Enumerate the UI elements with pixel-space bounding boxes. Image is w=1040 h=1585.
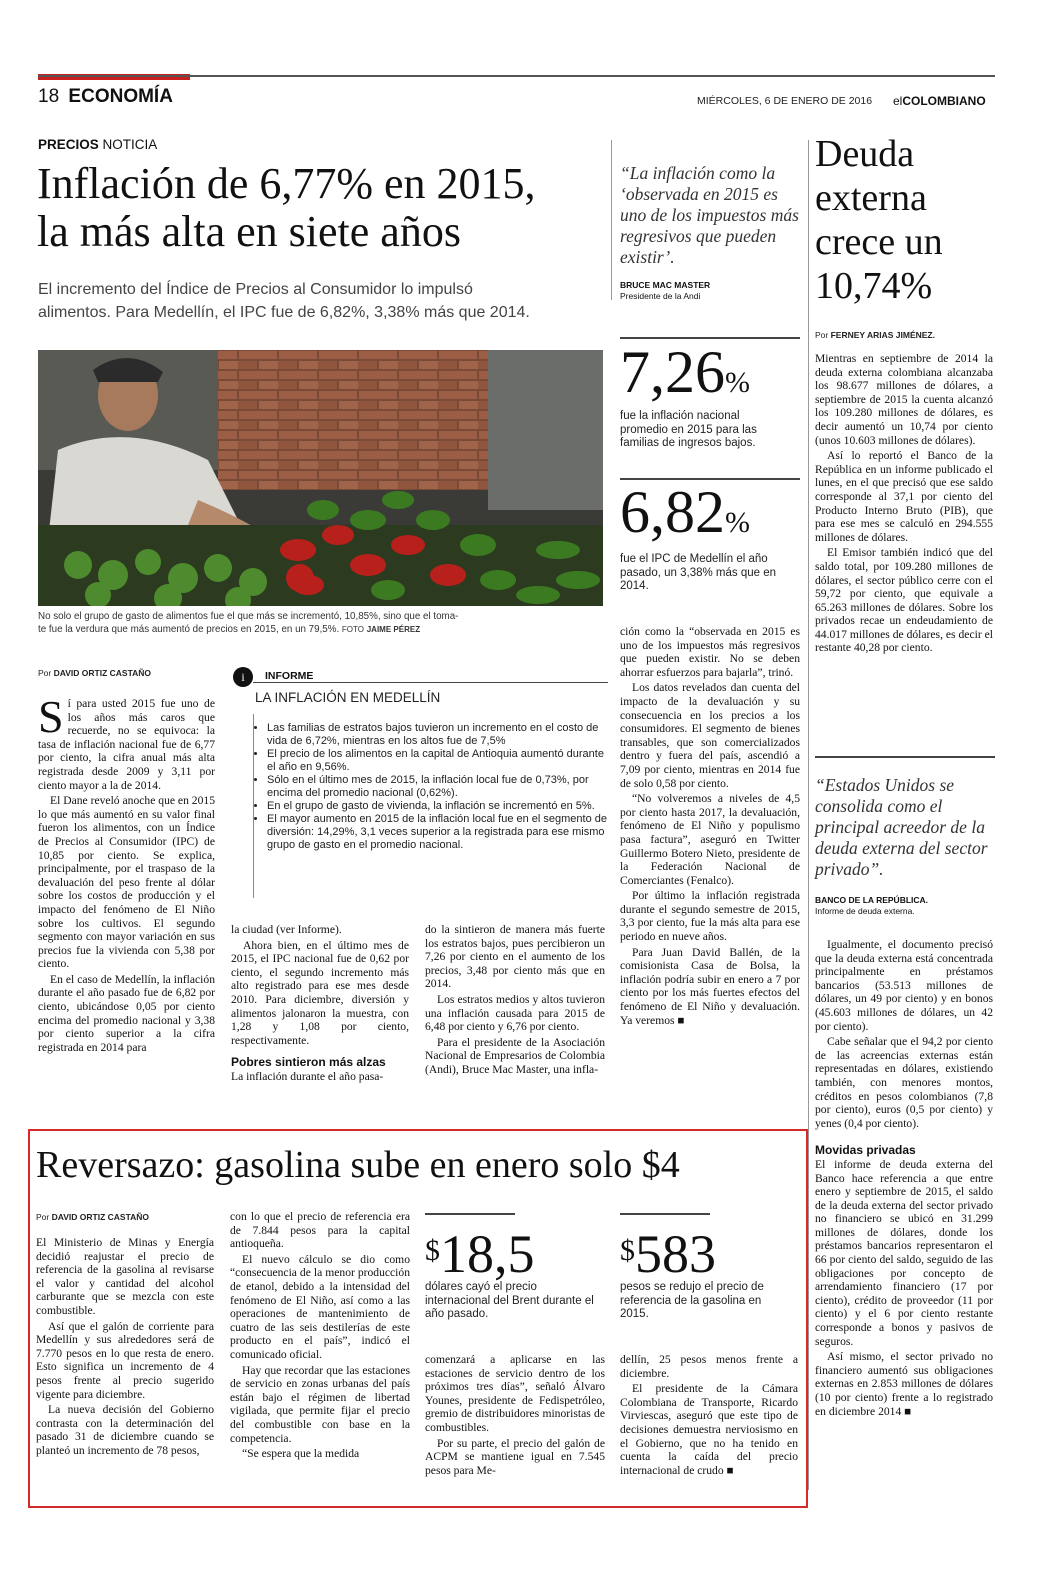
deuda-headline: Deuda externa crece un 10,74% [815,133,943,307]
deuda-column-rule [808,140,809,1490]
informe-item: • El mayor aumento en 2015 de la inflación local fue en el segmento de diversión: 14,29%, 3,1 veces superior a la registrada para ese mismo grupo de gasto en el promedio nacional. [267,813,612,852]
page-number: 18 [38,86,60,107]
subhead-pobres: Pobres sintieron más alzas [231,1055,386,1070]
end-mark: ■ [677,1013,685,1027]
header-rule [38,75,995,77]
issue-date: MIÉRCOLES, 6 DE ENERO DE 2016 [697,95,873,107]
main-col-2: la ciudad (ver Informe). Ahora bien, en el último mes de 2015, el IPC nacional fue de 0,62 por ciento, el segundo incremento más alto registrado para ese mes desde 2010. Para diciembre, diversión y alimentos jalonaron la muestra, con 1,28 y 1,08 por ciento, respectivamente. Pobres sintieron más alzas La inflación durante el año pasa- [231,923,409,1083]
info-icon: i [233,667,253,687]
end-mark: ■ [726,1463,734,1477]
stat-682-text: fue el IPC de Medellín el año pasado, un 3,38% más que en 2014. [620,553,777,592]
informe-label: INFORME [265,670,314,682]
gasolina-col-4: dellín, 25 pesos menos frente a diciembre. El presidente de la Cámara Colombiana de Transporte, Ricardo Virviescas, aseguró que este tipo de decisiones demuestra nerviosismo en el Gobierno, que no ha tenido en cuenta la caída del precio internacional de crudo ■ [620,1353,798,1477]
deuda-col-bottom: Igualmente, el documento precisó que la deuda externa está concentrada principalmente en préstamos bancarios (53.513 millones de dólares, un 49 por ciento) y en bonos (45.603 millones de dólares, un 42 por ciento). Cabe señalar que el 94,2 por ciento de las acreencias externas están representadas en dólares, existiendo también, con menores montos, créditos en pesos colombianos (7,8 por ciento), euros (0,5 por ciento) y yenes (0,4 por ciento). Movidas privadas El informe de deuda externa del Banco hace referencia a que entre enero y septiembre de 2015, el saldo de la deuda externa del sector privado no financiero se ubicó en 31.299 millones de dólares, donde los préstamos bancarios representaron el 66 por ciento del saldo, seguido de las obligaciones por concepto de arrendamiento financiero (17 por ciento), crédito de proveedor (11 por ciento) y el 6 por ciento restante corresponde a bonos y pasivos de seguros. Así mismo, el sector privado no financiero aumentó sus obligaciones externas en 2.853 millones de dólares (10 por ciento) frente a lo registrado en diciembre 2014 ■ [815,938,993,1418]
informe-rule [253,682,608,683]
deuda-quote-author: BANCO DE LA REPÚBLICA. [815,895,929,905]
dropcap: S [38,691,64,742]
deuda-quote: “Estados Unidos se consolida como el principal acreedor de la deuda externa del sector privado”. [815,775,988,879]
informe-item: • En el grupo de gasto de vivienda, la inflación se incrementó en 5%. [267,800,612,813]
main-col-1: Sí para usted 2015 fue uno de los años más caros que recuerde, no se equivoca: la tasa de inflación nacional fue de 6,77 por ciento, la cifra anual más alta registrada desde 2009 y 3,11 por ciento mayor a la de 2014. El Dane reveló anoche que en 2015 lo que más aumentó en su valor final fueron los alimentos, con un Índice de Precios al Consumidor (IPC) de 10,85 por ciento. Se explica, principalmente, por el traspaso de la devaluación del peso frente al dólar sobre los costos de producción y el impacto del fenómeno de El Niño sobre los cultivos. El segundo segmento con mayor variación en sus precios fue la vivienda con 5,38 por ciento. En el caso de Medellín, la inflación durante el año pasado fue de 6,82 por ciento, ubicándose 0,05 por ciento encima del promedio nacional y 3,38 por ciento superior a la cifra registrada en 2014 para [38,691,215,1054]
lead-paragraph: Sí para usted 2015 fue uno de los años más caros que recuerde, no se equivoca: la tasa de inflación nacional fue de 6,77 por ciento, la cifra anual más alta registrada desde 2009 y 3,11 por ciento mayor a la de 2014. [38,691,215,792]
stat-rule-gasolina [620,1213,710,1215]
andi-quote: “La inflación como la ‘observada en 2015 es uno de los impuestos más regresivos que pueden existir’. [620,163,799,267]
main-col-3: do la sintieron de manera más fuerte los estratos bajos, pues percibieron un 7,26 por ciento en el aumento de los precios, 3,48 por ciento más que en 2014. Los estratos medios y altos tuvieron una inflación causada para 2015 de 6,48 por ciento y 6,76 por ciento. Para el presidente de la Asociación Nacional de Empresarios de Colombia (Andi), Bruce Mac Master, una infla- [425,923,605,1076]
stat-brent-text: dólares cayó el precio internacional del Brent durante el año pasado. [425,1281,594,1320]
gasolina-col-1: El Ministerio de Minas y Energía decidió reajustar el precio de referencia de la gasolina al revisarse el valor y cantidad del alcohol carburante que se mezcla con este combustible. Así que el galón de corriente para Medellín y sus alrededores será de 7.770 pesos en lo que resta de enero. Esto significa un incremento de 4 pesos frente al precio sugerido vigente para diciembre. La nueva decisión del Gobierno contrasta con la determinación del pasado 31 de diciembre cuando se planteó un incremento de 78 pesos, [36,1236,214,1457]
subhead-movidas: Movidas privadas [815,1143,916,1158]
vegetable-market-photo [38,350,603,606]
gasolina-col-3: comenzará a aplicarse en las estaciones de servicio dentro de los próximos tres días”, señaló Álvaro Younes, presidente de Fedispetróleo, gremio de distribuidores minoristas de combustibles. Por su parte, el precio del galón de ACPM se mantiene igual en 7.545 pesos para Me- [425,1353,605,1477]
informe-item: • El precio de los alimentos en la capital de Antioquia aumentó durante el año en 9,56%. [267,748,612,774]
stat-gasolina: $583 [620,1224,716,1284]
main-byline: Por DAVID ORTIZ CASTAÑO [38,668,152,678]
stat-brent: $18,5 [425,1224,535,1284]
deuda-col-top: Mientras en septiembre de 2014 la deuda externa colombiana alcanzaba los 98.677 millones de dólares, a septiembre de 2015 la cuenta alcanzó los 109.280 millones de dólares, es decir aumentó un 10,74 por ciento (unos 10.603 millones de dólares). Así lo reportó el Banco de la República en un informe publicado el lunes, en el que precisó que ese saldo corresponde al 37,1 por ciento del Producto Interno Bruto (PIB), que para ese mes se calculó en 294.555 millones de dólares. El Emisor también indicó que del saldo total, por 109.280 millones de dólares, el sector público cerre con el 59,72 por ciento, que equivale a 65.263 millones de dólares. Sobre los privados recae un endeudamiento de 44.017 millones de dólares, es decir el restante 40,28 por ciento. [815,352,993,655]
gasolina-byline: Por DAVID ORTIZ CASTAÑO [36,1212,150,1222]
masthead-brand: elCOLOMBIANO [893,94,986,108]
deuda-quote-role: Informe de deuda externa. [815,906,915,916]
stat-726-text: fue la inflación nacional promedio en 2015 para las familias de ingresos bajos. [620,410,757,449]
main-col-4: ción como la “observada en 2015 es uno de los impuestos más regresivos que pueden existir. No se deben ahorrar esfuerzos para bajarla”, trinó. Los datos revelados dan cuenta del impacto de la devaluación y su consecuencia en los precios a los consumidores. El segmento de bienes transables, que son comercializados dentro y fuera del país, ascendió a 7,09 por ciento, mientras en 2014 fue de solo 0,58 por ciento. “No volveremos a niveles de 4,5 por ciento hasta 2017, la devaluación, fenómeno de El Niño y populismo pasa factura”, aseguró en Twitter Guillermo Botero Nieto, presidente de la Federación Nacional de Comerciantes (Fenalco). Por último la inflación registrada durante el segundo semestre de 2015, 3,3 por ciento, fue la más alta para ese periodo en nueve años. Para Juan David Ballén, de la comisionista Casa de Bolsa, la inflación podría subir en enero a 7 por ciento por los más fuertes efectos del fenómeno de El Niño y devaluación. Ya veremos ■ [620,625,800,1027]
stat-682: 6,82% [620,479,750,545]
informe-item: • Las familias de estratos bajos tuvieron un incremento en el costo de vida de 6,72%, mientras en los altos fue de 7,5% [267,722,612,748]
section-name: ECONOMÍA [68,86,173,107]
gasolina-col-2: con lo que el precio de referencia era de 7.844 pesos para la capital antioqueña. El nuevo cálculo se dio como “consecuencia de la menor producción de etanol, debido a la intensidad del fenómeno de El Niño, así como a las operaciones de mantenimiento de cuatro de las seis destilerías de este producto en el país”, indicó el comunicado oficial. Hay que recordar que las estaciones de servicio en zonas urbanas del país están bajo el régimen de libertad vigilada, que permite fijar el precio del combustible con base en la competencia. “Se espera que la medida [230,1210,410,1461]
stat-726: 7,26% [620,339,750,405]
informe-title: LA INFLACIÓN EN MEDELLÍN [255,690,441,705]
stat-gasolina-text: pesos se redujo el precio de referencia de la gasolina en 2015. [620,1281,764,1320]
kicker: PRECIOS NOTICIA [38,137,158,152]
gasolina-headline: Reversazo: gasolina sube en enero solo $4 [36,1144,680,1186]
deuda-quote-rule [815,756,995,758]
quote-author: BRUCE MAC MASTER [620,280,711,290]
deuda-byline: Por FERNEY ARIAS JIMÉNEZ. [815,330,935,340]
photo-illustration [38,350,603,606]
quote-role: Presidente de la Andi [620,291,701,301]
quote-rule [611,140,612,300]
informe-item: • Sólo en el último mes de 2015, la inflación local fue de 0,73%, por encima del promedio nacional (0,62%). [267,774,612,800]
stat-rule-brent [425,1213,515,1215]
informe-box [233,664,605,900]
end-mark: ■ [904,1404,912,1418]
photo-caption: No solo el grupo de gasto de alimentos fue el que más se incrementó, 10,85%, sino que el toma- te fue la verdura que más aumentó de precios en 2015, en un 79,5%. FOTO JAIME PÉREZ [38,611,459,635]
informe-list [253,722,612,852]
main-headline: Inflación de 6,77% en 2015, la más alta en siete años [37,159,536,256]
page-header-left [38,86,173,108]
main-subhead: El incremento del Índice de Precios al Consumidor lo impulsó alimentos. Para Medellín, el IPC fue de 6,82%, 3,38% más que 2014. [38,281,530,321]
